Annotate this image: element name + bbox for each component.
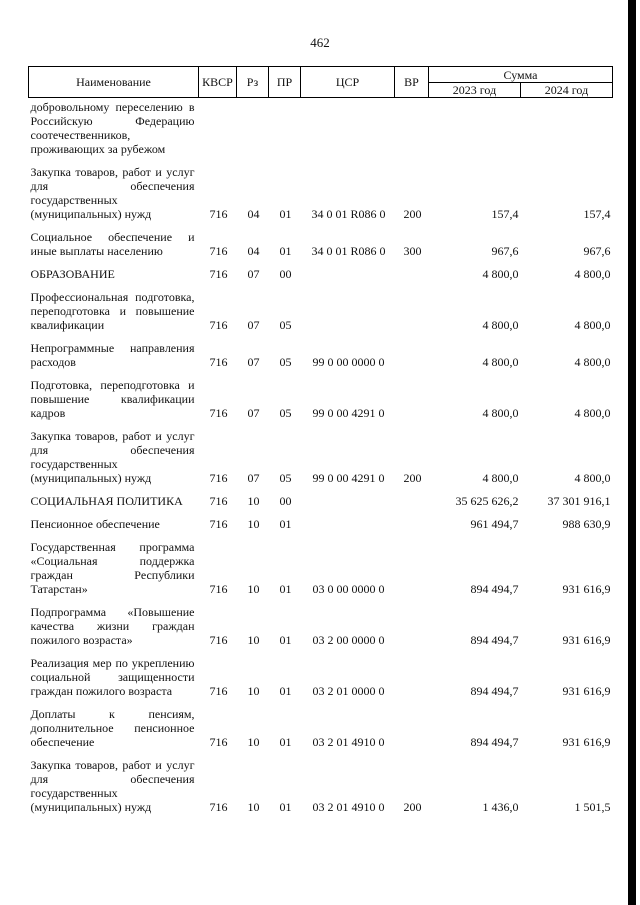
cell-pr: 01 — [279, 633, 292, 647]
cell-kvsr: 716 — [209, 267, 228, 281]
cell-vr — [395, 488, 429, 511]
table-row — [29, 650, 613, 701]
cell-y2023: 894 494,7 — [470, 684, 519, 698]
cell-name: Закупка товаров, работ и услуг для обеспечения государственных (муниципальных) нужд — [30, 429, 195, 485]
header-kvsr: КВСР — [199, 67, 237, 98]
cell-pr: 01 — [279, 800, 292, 814]
budget-table — [28, 66, 613, 817]
cell-y2023: 4 800,0 — [482, 355, 519, 369]
cell-name: Пенсионное обеспечение — [30, 517, 160, 531]
header-csr: ЦСР — [301, 67, 395, 98]
cell-y2024: 4 800,0 — [574, 471, 611, 485]
cell-y2024: 931 616,9 — [562, 582, 611, 596]
cell-csr: 34 0 01 R086 0 — [311, 244, 386, 258]
table-row — [29, 372, 613, 423]
cell-y2024: 4 800,0 — [574, 406, 611, 420]
cell-y2024: 988 630,9 — [562, 517, 611, 531]
cell-y2023: 967,6 — [491, 244, 519, 258]
cell-rz: 04 — [247, 207, 260, 221]
cell-pr: 05 — [279, 406, 292, 420]
table-row — [29, 423, 613, 488]
cell-vr — [395, 650, 429, 701]
cell-name: добровольному переселению в Российскую Федерацию соотечественников, проживающих за рубежом — [30, 100, 195, 156]
cell-name: Непрограммные направления расходов — [30, 341, 195, 369]
header-rz: Рз — [237, 67, 269, 98]
header-sum: Сумма — [429, 67, 613, 83]
cell-kvsr: 716 — [209, 207, 228, 221]
cell-y2023: 4 800,0 — [482, 406, 519, 420]
cell-y2023: 4 800,0 — [482, 471, 519, 485]
cell-y2024: 157,4 — [583, 207, 611, 221]
cell-y2023 — [429, 98, 521, 160]
cell-y2024: 967,6 — [583, 244, 611, 258]
cell-kvsr: 716 — [209, 735, 228, 749]
cell-name: Реализация мер по укреплению социальной защищенности граждан пожилого возраста — [30, 656, 195, 698]
cell-name: Закупка товаров, работ и услуг для обеспечения государственных (муниципальных) нужд — [30, 758, 195, 814]
cell-rz: 04 — [247, 244, 260, 258]
cell-y2023: 157,4 — [491, 207, 519, 221]
cell-csr: 03 2 01 4910 0 — [312, 800, 385, 814]
table-row — [29, 224, 613, 261]
cell-y2024: 4 800,0 — [574, 267, 611, 281]
cell-rz: 07 — [247, 318, 260, 332]
cell-y2023: 894 494,7 — [470, 735, 519, 749]
cell-name: Социальное обеспечение и иные выплаты населению — [30, 230, 195, 258]
cell-vr: 300 — [403, 244, 422, 258]
cell-name: Закупка товаров, работ и услуг для обеспечения государственных (муниципальных) нужд — [30, 165, 195, 221]
table-row — [29, 284, 613, 335]
cell-csr — [301, 284, 395, 335]
cell-kvsr: 716 — [209, 582, 228, 596]
header-year-2024: 2024 год — [521, 83, 613, 98]
cell-y2024: 37 301 916,1 — [547, 494, 611, 508]
cell-csr: 99 0 00 0000 0 — [312, 355, 385, 369]
cell-name: СОЦИАЛЬНАЯ ПОЛИТИКА — [30, 494, 183, 508]
cell-name: Подготовка, переподготовка и повышение квалификации кадров — [30, 378, 195, 420]
table-row — [29, 488, 613, 511]
cell-pr: 01 — [279, 735, 292, 749]
cell-y2024: 931 616,9 — [562, 633, 611, 647]
cell-pr: 00 — [279, 267, 292, 281]
table-row — [29, 511, 613, 534]
cell-y2024 — [521, 98, 613, 160]
cell-kvsr: 716 — [209, 355, 228, 369]
cell-vr — [395, 98, 429, 160]
cell-y2023: 894 494,7 — [470, 582, 519, 596]
cell-rz: 07 — [247, 406, 260, 420]
header-vr: ВР — [395, 67, 429, 98]
cell-pr: 00 — [279, 494, 292, 508]
cell-y2024: 1 501,5 — [574, 800, 611, 814]
cell-csr — [301, 98, 395, 160]
cell-rz: 10 — [247, 582, 260, 596]
header-year-2023: 2023 год — [429, 83, 521, 98]
cell-csr — [301, 511, 395, 534]
cell-name: Подпрограмма «Повышение качества жизни граждан пожилого возраста» — [30, 605, 195, 647]
cell-y2023: 4 800,0 — [482, 267, 519, 281]
cell-csr: 34 0 01 R086 0 — [311, 207, 386, 221]
cell-pr: 01 — [279, 517, 292, 531]
page-number: 462 — [310, 35, 330, 50]
cell-csr: 03 0 00 0000 0 — [312, 582, 385, 596]
table-row — [29, 701, 613, 752]
cell-y2024: 4 800,0 — [574, 318, 611, 332]
cell-y2024: 4 800,0 — [574, 355, 611, 369]
cell-pr: 01 — [279, 244, 292, 258]
cell-pr — [269, 98, 301, 160]
cell-kvsr: 716 — [209, 800, 228, 814]
cell-rz: 10 — [247, 517, 260, 531]
cell-rz: 10 — [247, 684, 260, 698]
cell-name: ОБРАЗОВАНИЕ — [30, 267, 115, 281]
table-row — [29, 261, 613, 284]
cell-kvsr: 716 — [209, 244, 228, 258]
cell-name: Государственная программа «Социальная поддержка граждан Республики Татарстан» — [30, 540, 195, 596]
cell-csr: 03 2 00 0000 0 — [312, 633, 385, 647]
cell-pr: 01 — [279, 582, 292, 596]
cell-vr — [395, 511, 429, 534]
table-row — [29, 599, 613, 650]
cell-y2023: 35 625 626,2 — [455, 494, 519, 508]
cell-csr: 03 2 01 0000 0 — [312, 684, 385, 698]
header-pr: ПР — [269, 67, 301, 98]
cell-kvsr: 716 — [209, 318, 228, 332]
cell-csr — [301, 261, 395, 284]
cell-kvsr: 716 — [209, 494, 228, 508]
cell-vr — [395, 335, 429, 372]
cell-rz — [237, 98, 269, 160]
cell-rz: 10 — [247, 494, 260, 508]
cell-csr: 99 0 00 4291 0 — [312, 406, 385, 420]
table-row — [29, 335, 613, 372]
cell-rz: 07 — [247, 471, 260, 485]
cell-kvsr: 716 — [209, 406, 228, 420]
cell-rz: 07 — [247, 355, 260, 369]
cell-kvsr: 716 — [209, 517, 228, 531]
cell-kvsr: 716 — [209, 684, 228, 698]
cell-name: Профессиональная подготовка, переподготовка и повышение квалификации — [30, 290, 195, 332]
cell-vr — [395, 261, 429, 284]
cell-vr — [395, 372, 429, 423]
cell-csr: 03 2 01 4910 0 — [312, 735, 385, 749]
cell-pr: 05 — [279, 471, 292, 485]
cell-pr: 01 — [279, 207, 292, 221]
cell-vr — [395, 701, 429, 752]
cell-vr: 200 — [403, 800, 422, 814]
cell-name: Доплаты к пенсиям, дополнительное пенсионное обеспечение — [30, 707, 195, 749]
table-row — [29, 752, 613, 817]
table-row — [29, 98, 613, 160]
table-body — [29, 98, 613, 818]
cell-y2023: 1 436,0 — [482, 800, 519, 814]
cell-rz: 10 — [247, 633, 260, 647]
cell-pr: 01 — [279, 684, 292, 698]
header-name: Наименование — [29, 67, 199, 98]
cell-rz: 10 — [247, 800, 260, 814]
table-row — [29, 159, 613, 224]
cell-vr — [395, 534, 429, 599]
cell-rz: 07 — [247, 267, 260, 281]
cell-y2023: 961 494,7 — [470, 517, 519, 531]
cell-y2024: 931 616,9 — [562, 735, 611, 749]
table-header — [29, 67, 613, 98]
cell-rz: 10 — [247, 735, 260, 749]
cell-y2023: 4 800,0 — [482, 318, 519, 332]
cell-csr — [301, 488, 395, 511]
cell-kvsr — [199, 98, 237, 160]
cell-vr: 200 — [403, 471, 422, 485]
cell-pr: 05 — [279, 355, 292, 369]
cell-y2024: 931 616,9 — [562, 684, 611, 698]
cell-kvsr: 716 — [209, 633, 228, 647]
cell-vr: 200 — [403, 207, 422, 221]
cell-vr — [395, 599, 429, 650]
cell-pr: 05 — [279, 318, 292, 332]
cell-y2023: 894 494,7 — [470, 633, 519, 647]
cell-csr: 99 0 00 4291 0 — [312, 471, 385, 485]
scan-edge-bar — [628, 0, 636, 905]
cell-kvsr: 716 — [209, 471, 228, 485]
table-row — [29, 534, 613, 599]
cell-vr — [395, 284, 429, 335]
